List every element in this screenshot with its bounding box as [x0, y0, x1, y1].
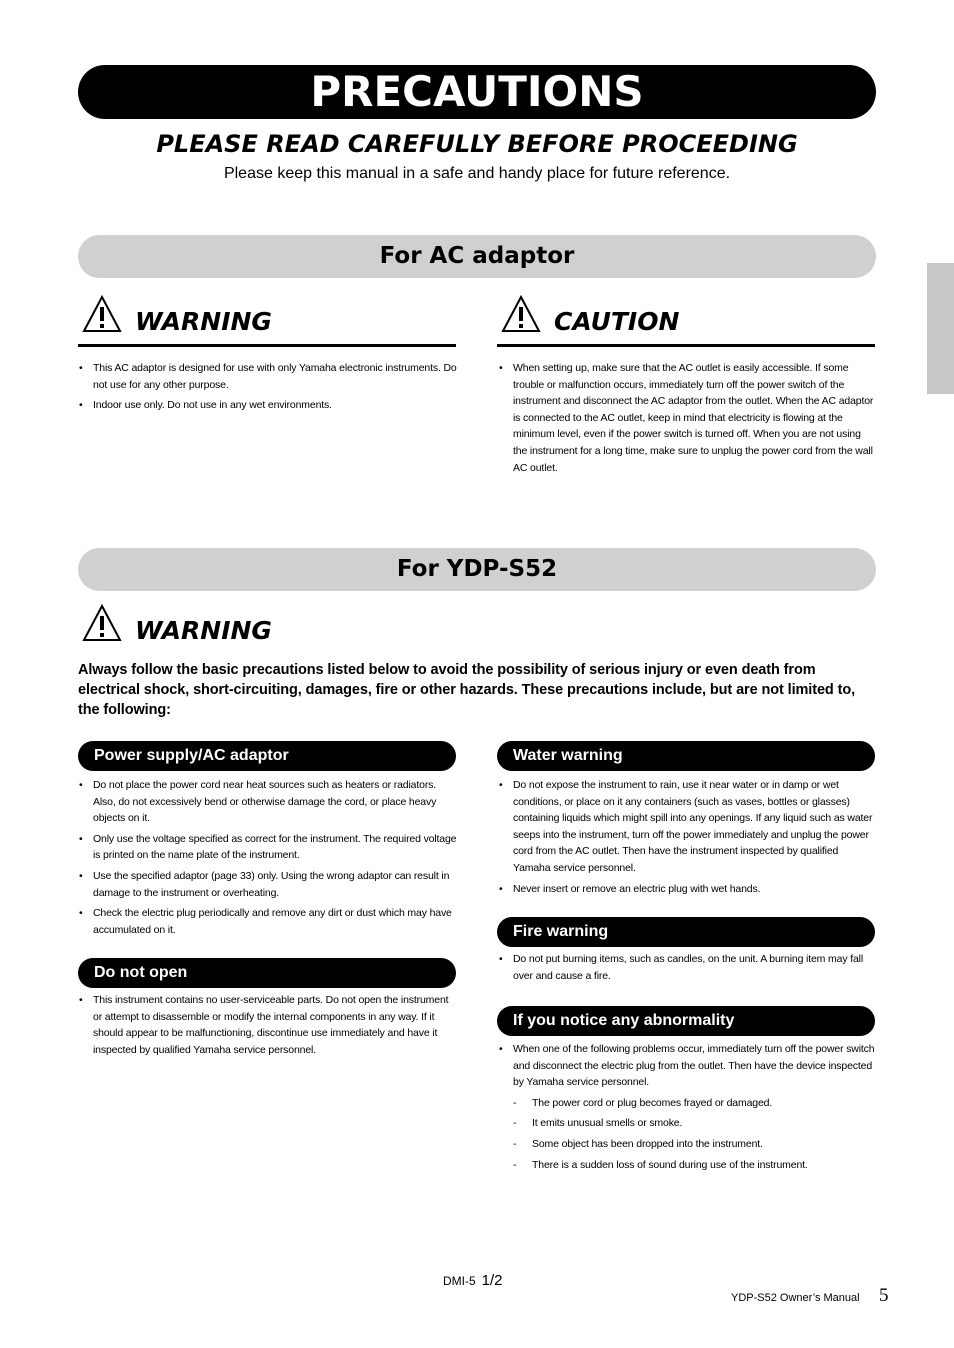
list-item: • When one of the following problems occur, immediately turn off the power switch and disconnect the electric plug from the outlet. Then have the device inspected by Yamaha service personnel. [498, 1041, 876, 1091]
page-subtitle: PLEASE READ CAREFULLY BEFORE PROCEEDING [156, 130, 798, 158]
list-subitem: - It emits unusual smells or smoke. [498, 1115, 876, 1132]
list-subitem: - There is a sudden loss of sound during use of the instrument. [498, 1157, 876, 1174]
list-item: • This instrument contains no user-serviceable parts. Do not open the instrument or attempt to disassemble or modify the internal components in any way. If it should appear to be malfunctioning, discontinue use immediately and have it inspected by qualified Yamaha service personnel. [78, 992, 458, 1058]
manual-name: YDP-S52 Owner’s Manual [731, 1292, 860, 1304]
category-fire-warning: Fire warning [497, 917, 875, 947]
ydp-warning-heading [78, 604, 456, 656]
side-tab [927, 263, 954, 394]
list-item: • Do not put burning items, such as candles, on the unit. A burning item may fall over and cause a fire. [498, 951, 876, 984]
fire-warning-list [498, 951, 876, 988]
section-heading-ydp-s52: For YDP-S52 [78, 548, 876, 591]
ac-warning-label: WARNING [135, 307, 272, 336]
list-item: • When setting up, make sure that the AC outlet is easily accessible. If some trouble or malfunction occurs, immediately turn off the power switch of the instrument and disconnect the AC adaptor from the outlet. When the AC adaptor is connected to the AC outlet, keep in mind that electricity is flowing at the minimum level, even if the power switch is turned off. When you are not using the instrument for a long time, make sure to unplug the power cord from the wall AC outlet. [498, 360, 876, 476]
list-subitem: - The power cord or plug becomes frayed or damaged. [498, 1095, 876, 1112]
ac-warning-list [78, 360, 458, 418]
list-item: • Indoor use only. Do not use in any wet environments. [78, 397, 458, 414]
ac-warning-heading [78, 295, 456, 347]
do-not-open-list [78, 992, 458, 1062]
category-do-not-open: Do not open [78, 958, 456, 988]
list-item: • This AC adaptor is designed for use with only Yamaha electronic instruments. Do not use for any other purpose. [78, 360, 458, 393]
document-code [443, 1271, 503, 1291]
list-item: • Never insert or remove an electric plug with wet hands. [498, 881, 876, 898]
list-item: • Do not place the power cord near heat sources such as heaters or radiators. Also, do not excessively bend or otherwise damage the cord, or place heavy objects on it. [78, 777, 458, 827]
list-subitem: - Some object has been dropped into the instrument. [498, 1136, 876, 1153]
page-title: PRECAUTIONS [78, 65, 876, 119]
power-supply-list [78, 777, 458, 942]
list-item: • Do not expose the instrument to rain, use it near water or in damp or wet conditions, or place on it any containers (such as vases, bottles or glasses) containing liquids which might spill into any openings. If any liquid such as water seeps into the instrument, turn off the power immediately and unplug the power cord from the AC outlet. Then have the instrument inspected by qualified Yamaha service personnel. [498, 777, 876, 877]
warning-triangle-icon [82, 604, 122, 642]
ac-caution-label: CAUTION [554, 307, 680, 336]
ac-caution-heading [497, 295, 875, 347]
document-part: 1/2 [481, 1272, 503, 1289]
ydp-warning-label: WARNING [135, 616, 272, 645]
warning-triangle-icon [82, 295, 122, 333]
list-item: • Use the specified adaptor (page 33) only. Using the wrong adaptor can result in damage to the instrument or overheating. [78, 868, 458, 901]
category-power-supply: Power supply/AC adaptor [78, 741, 456, 771]
section-heading-ac-adaptor: For AC adaptor [78, 235, 876, 278]
abnormality-list [498, 1041, 876, 1177]
water-warning-list [498, 777, 876, 901]
category-abnormality: If you notice any abnormality [497, 1006, 875, 1036]
document-code-text: DMI-5 [443, 1274, 476, 1288]
page-number: 5 [879, 1285, 889, 1306]
intro-text: Please keep this manual in a safe and handy place for future reference. [223, 165, 731, 182]
list-item: • Only use the voltage specified as correct for the instrument. The required voltage is printed on the name plate of the instrument. [78, 831, 458, 864]
caution-triangle-icon [501, 295, 541, 333]
list-item: • Check the electric plug periodically and remove any dirt or dust which may have accumulated on it. [78, 905, 458, 938]
warning-lead-text: Always follow the basic precautions listed below to avoid the possibility of serious injury or even death from electrical shock, short-circuiting, damages, fire or other hazards. These precautions include, but are not limited to, the following: [78, 662, 856, 718]
ac-caution-list [498, 360, 876, 480]
category-water-warning: Water warning [497, 741, 875, 771]
